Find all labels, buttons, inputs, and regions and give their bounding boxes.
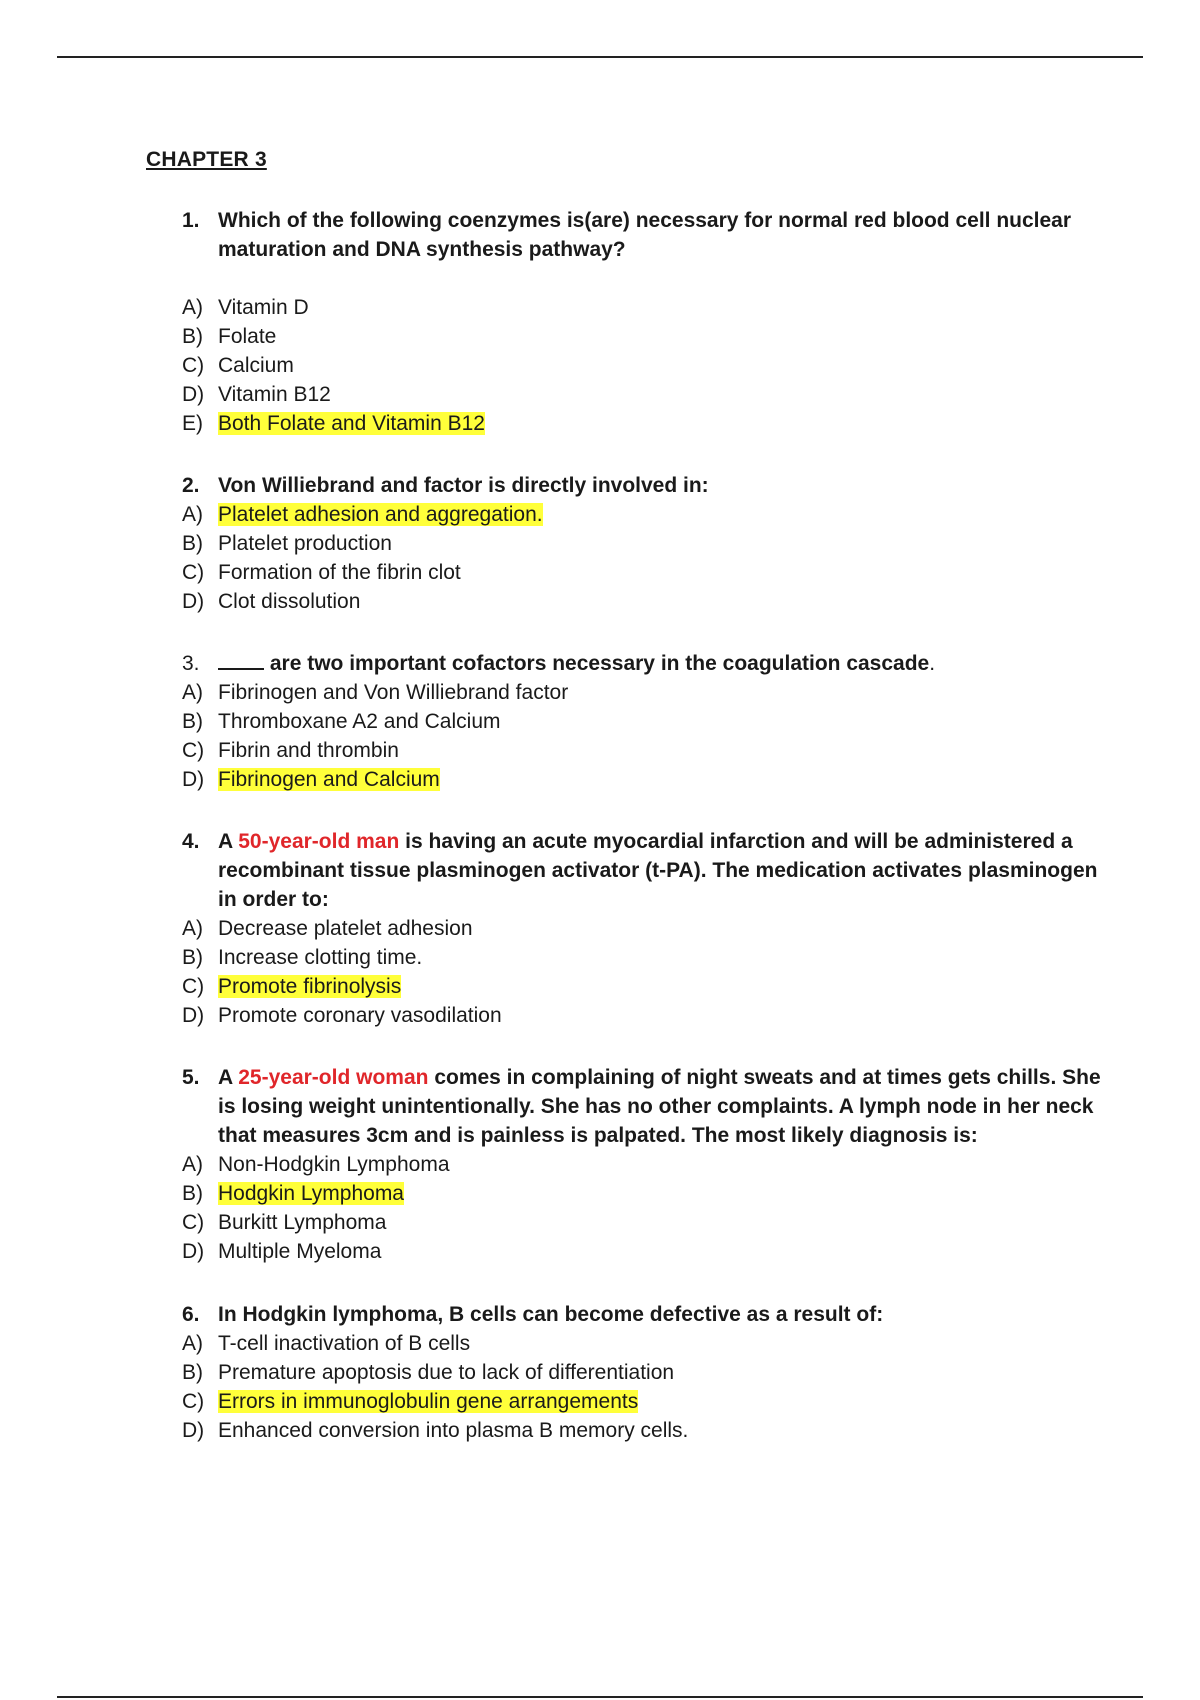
option-text: Multiple Myeloma	[218, 1240, 382, 1263]
highlighted-answer: Errors in immunoglobulin gene arrangements	[218, 1390, 639, 1413]
patient-descriptor: 50-year-old man	[238, 830, 400, 853]
question-text: is having an acute myocardial infarction and will be administered a recombinant tissue plasminogen activator (t-PA). The medication activates plasminogen in order to:	[218, 830, 1098, 911]
option-text: Fibrin and thrombin	[218, 739, 399, 762]
option-text: Promote coronary vasodilation	[218, 1004, 502, 1027]
option-c	[182, 1208, 1102, 1237]
question-5-text-block	[182, 1063, 1102, 1150]
question-number: 2.	[182, 474, 200, 497]
question-number: 1.	[182, 209, 200, 232]
option-letter: B)	[182, 325, 203, 348]
option-d	[182, 380, 1102, 409]
option-letter: A)	[182, 917, 203, 940]
option-a	[182, 293, 1102, 322]
highlighted-answer: Platelet adhesion and aggregation.	[218, 503, 543, 526]
option-letter: D)	[182, 1419, 205, 1442]
highlighted-answer: Hodgkin Lymphoma	[218, 1182, 404, 1205]
answer-options	[182, 293, 1102, 438]
highlighted-answer: Both Folate and Vitamin B12	[218, 412, 485, 435]
option-b	[182, 1358, 1102, 1387]
option-letter: B)	[182, 1361, 203, 1384]
question-text: Which of the following coenzymes is(are) necessary for normal red blood cell nuclear maturation and DNA synthesis pathway?	[218, 209, 1072, 261]
option-text: Thromboxane A2 and Calcium	[218, 710, 501, 733]
option-a	[182, 500, 1102, 529]
option-letter: D)	[182, 590, 205, 613]
option-letter: D)	[182, 1004, 205, 1027]
patient-descriptor: 25-year-old woman	[238, 1066, 429, 1089]
option-d	[182, 587, 1102, 616]
option-b	[182, 529, 1102, 558]
option-text: Vitamin D	[218, 296, 309, 319]
option-text: Calcium	[218, 354, 294, 377]
option-letter: B)	[182, 532, 203, 555]
option-letter: A)	[182, 681, 203, 704]
question-1-text-block	[182, 206, 1102, 264]
question-text: comes in complaining of night sweats and at times gets chills. She is losing weight unintentionally. She has no other complaints. A lymph node in her neck that measures 3cm and is painless is palpated. The most likely diagnosis is:	[218, 1066, 1101, 1147]
answer-options	[182, 914, 1102, 1030]
option-letter: B)	[182, 946, 203, 969]
question-number: 3.	[182, 652, 200, 675]
question-5	[182, 1063, 1102, 1266]
option-a	[182, 1329, 1102, 1358]
answer-options	[182, 678, 1102, 794]
option-letter: E)	[182, 412, 203, 435]
question-2-text-block	[182, 471, 1102, 500]
question-3-text-block	[182, 649, 1102, 678]
highlighted-answer: Fibrinogen and Calcium	[218, 768, 440, 791]
option-text: Premature apoptosis due to lack of differentiation	[218, 1361, 675, 1384]
option-c	[182, 736, 1102, 765]
option-letter: B)	[182, 710, 203, 733]
option-c	[182, 558, 1102, 587]
option-a	[182, 914, 1102, 943]
option-letter: B)	[182, 1182, 203, 1205]
bottom-rule	[57, 1696, 1143, 1698]
option-text: Increase clotting time.	[218, 946, 423, 969]
option-c	[182, 351, 1102, 380]
answer-options	[182, 500, 1102, 616]
question-number: 6.	[182, 1303, 200, 1326]
option-letter: C)	[182, 1211, 205, 1234]
option-text: Folate	[218, 325, 277, 348]
option-text: Formation of the fibrin clot	[218, 561, 461, 584]
question-number: 5.	[182, 1066, 200, 1089]
answer-options	[182, 1329, 1102, 1445]
option-d	[182, 1416, 1102, 1445]
option-letter: A)	[182, 503, 203, 526]
question-4-text-block	[182, 827, 1102, 914]
option-b	[182, 707, 1102, 736]
question-text-start: A	[218, 830, 233, 853]
option-letter: D)	[182, 383, 205, 406]
option-letter: A)	[182, 1153, 203, 1176]
option-b	[182, 1179, 1102, 1208]
question-3	[182, 649, 1102, 794]
option-c	[182, 1387, 1102, 1416]
question-text-start: A	[218, 1066, 233, 1089]
option-text: Clot dissolution	[218, 590, 361, 613]
option-d	[182, 765, 1102, 794]
option-letter: D)	[182, 1240, 205, 1263]
option-b	[182, 322, 1102, 351]
option-d	[182, 1001, 1102, 1030]
question-1	[182, 206, 1102, 438]
question-6-text-block	[182, 1300, 1102, 1329]
option-text: Platelet production	[218, 532, 392, 555]
option-e	[182, 409, 1102, 438]
option-text: Non-Hodgkin Lymphoma	[218, 1153, 450, 1176]
chapter-heading: CHAPTER 3	[146, 148, 267, 171]
option-text: Enhanced conversion into plasma B memory cells.	[218, 1419, 689, 1442]
option-d	[182, 1237, 1102, 1266]
option-c	[182, 972, 1102, 1001]
option-letter: C)	[182, 561, 205, 584]
option-letter: C)	[182, 975, 205, 998]
option-text: Vitamin B12	[218, 383, 331, 406]
option-text: Decrease platelet adhesion	[218, 917, 473, 940]
highlighted-answer: Promote fibrinolysis	[218, 975, 402, 998]
option-a	[182, 678, 1102, 707]
option-b	[182, 943, 1102, 972]
question-text: Von Williebrand and factor is directly involved in:	[218, 474, 709, 497]
option-text: T-cell inactivation of B cells	[218, 1332, 471, 1355]
question-number: 4.	[182, 830, 200, 853]
option-text: Fibrinogen and Von Williebrand factor	[218, 681, 569, 704]
option-letter: C)	[182, 1390, 205, 1413]
question-text: are two important cofactors necessary in the coagulation cascade	[269, 652, 930, 675]
question-2	[182, 471, 1102, 616]
question-text: In Hodgkin lymphoma, B cells can become defective as a result of:	[218, 1303, 884, 1326]
option-a	[182, 1150, 1102, 1179]
option-text: Burkitt Lymphoma	[218, 1211, 387, 1234]
option-letter: A)	[182, 1332, 203, 1355]
option-letter: C)	[182, 354, 205, 377]
option-letter: A)	[182, 296, 203, 319]
option-letter: D)	[182, 768, 205, 791]
top-rule	[57, 56, 1143, 58]
question-4	[182, 827, 1102, 1030]
question-6	[182, 1300, 1102, 1445]
fill-in-blank	[218, 650, 264, 670]
option-letter: C)	[182, 739, 205, 762]
answer-options	[182, 1150, 1102, 1266]
question-text-end: .	[929, 652, 936, 675]
